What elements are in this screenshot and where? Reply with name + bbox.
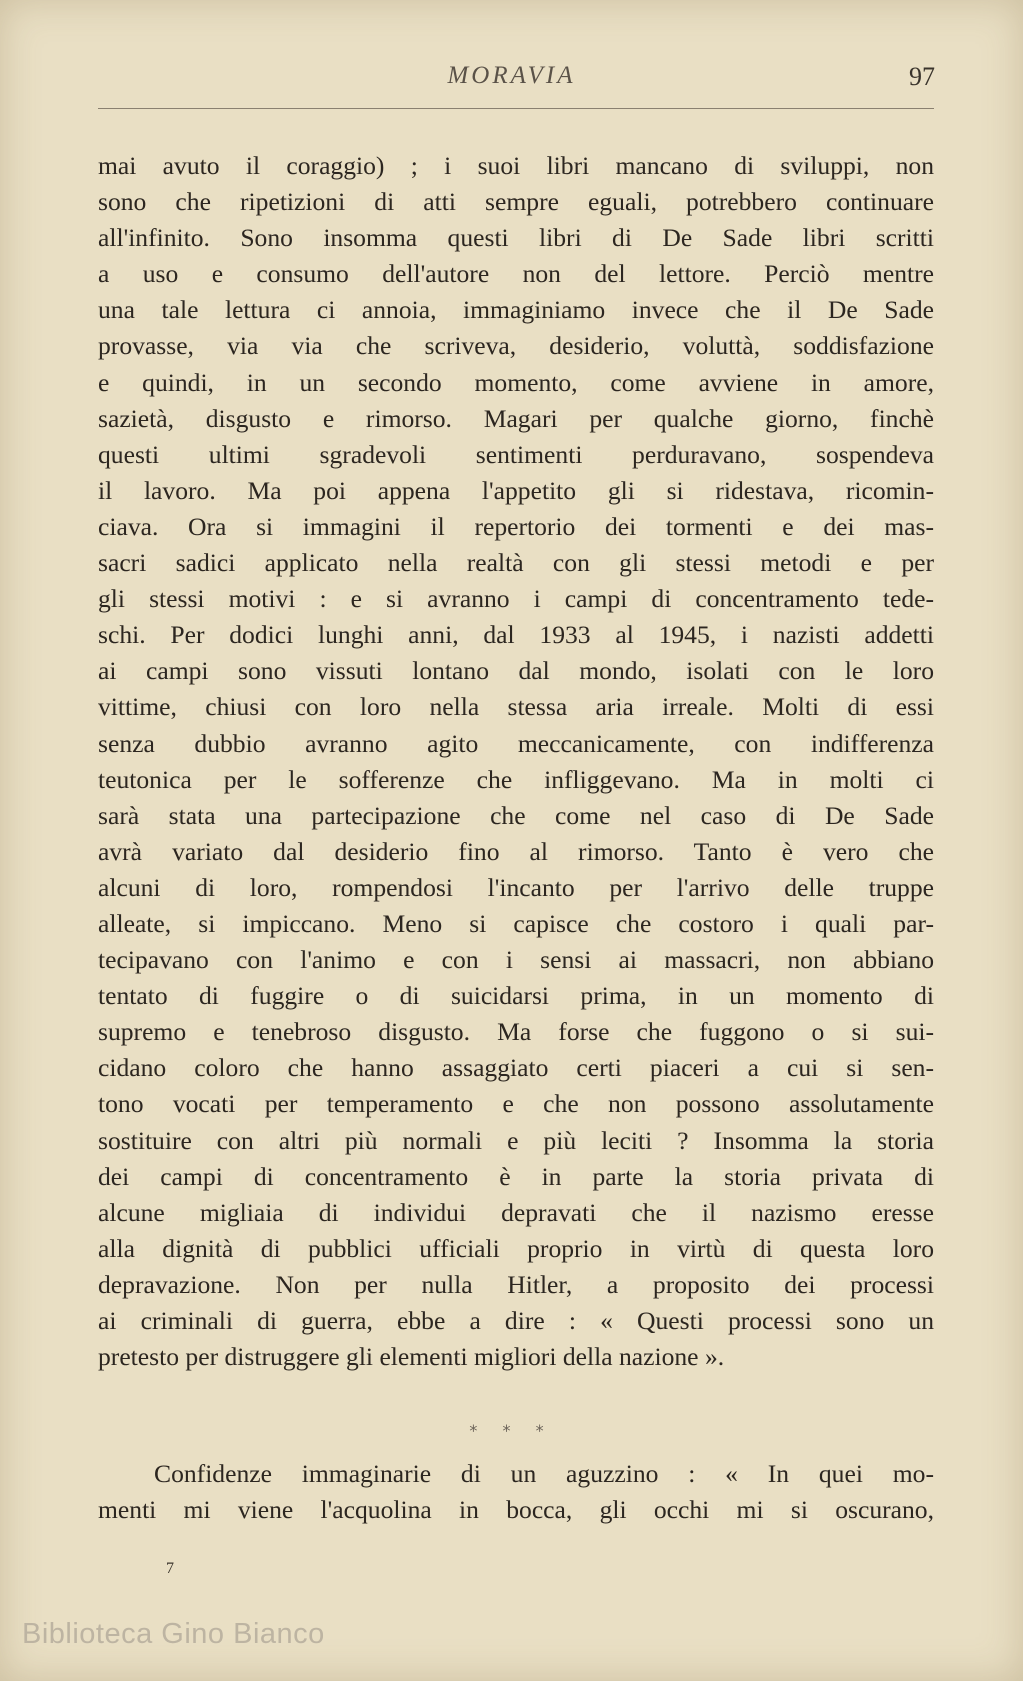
text-line: alleate, si impiccano. Meno si capisce che costoro i quali par- bbox=[98, 908, 934, 938]
library-watermark: Biblioteca Gino Bianco bbox=[22, 1618, 325, 1650]
text-line: mai avuto il coraggio) ; i suoi libri mancano di sviluppi, non bbox=[98, 151, 934, 180]
text-line: pretesto per distruggere gli elementi migliori della nazione ». bbox=[98, 1342, 725, 1372]
text-line: alla dignità di pubblici ufficiali proprio in virtù di questa loro bbox=[98, 1233, 934, 1263]
running-title: MORAVIA bbox=[447, 62, 576, 89]
text-line: senza dubbio avranno agito meccanicamente, con indifferenza bbox=[98, 728, 934, 758]
text-line: depravazione. Non per nulla Hitler, a proposito dei processi bbox=[98, 1269, 934, 1299]
text-line: alcuni di loro, rompendosi l'incanto per l'arrivo delle truppe bbox=[98, 872, 934, 902]
text-line: sacri sadici applicato nella realtà con gli stessi metodi e per bbox=[98, 548, 934, 578]
text-line: sostituire con altri più normali e più leciti ? Insomma la storia bbox=[98, 1125, 934, 1155]
text-line: all'infinito. Sono insomma questi libri di De Sade libri scritti bbox=[98, 223, 934, 253]
text-line: sarà stata una partecipazione che come nel caso di De Sade bbox=[98, 800, 934, 830]
signature-mark: 7 bbox=[166, 1560, 174, 1577]
text-line: menti mi viene l'acquolina in bocca, gli occhi mi si oscurano, bbox=[98, 1495, 934, 1525]
text-line: cidano coloro che hanno assaggiato certi piaceri a cui si sen- bbox=[98, 1053, 934, 1083]
text-line: una tale lettura ci annoia, immaginiamo invece che il De Sade bbox=[98, 295, 934, 325]
text-line: sono che ripetizioni di atti sempre eguali, potrebbero continuare bbox=[98, 187, 934, 217]
text-line: alcune migliaia di individui depravati che il nazismo eresse bbox=[98, 1197, 934, 1227]
text-line: tecipavano con l'animo e con i sensi ai massacri, non abbiano bbox=[98, 945, 934, 975]
text-line: provasse, via via che scriveva, desiderio, voluttà, soddisfazione bbox=[98, 331, 934, 361]
text-line: il lavoro. Ma poi appena l'appetito gli si ridestava, ricomin- bbox=[98, 475, 934, 505]
page-number: 97 bbox=[909, 62, 935, 91]
header-rule bbox=[98, 108, 934, 109]
text-line: tono vocati per temperamento e che non possono assolutamente bbox=[98, 1089, 934, 1119]
text-line: ai criminali di guerra, ebbe a dire : « Questi processi sono un bbox=[98, 1306, 934, 1335]
text-line: e quindi, in un secondo momento, come avviene in amore, bbox=[98, 367, 934, 397]
text-line: sazietà, disgusto e rimorso. Magari per qualche giorno, finchè bbox=[98, 403, 934, 433]
text-line: supremo e tenebroso disgusto. Ma forse che fuggono o si sui- bbox=[98, 1017, 934, 1047]
new-section-text bbox=[98, 1456, 934, 1528]
text-line: teutonica per le sofferenze che infliggevano. Ma in molti ci bbox=[98, 764, 934, 794]
text-line: dei campi di concentramento è in parte la storia privata di bbox=[98, 1161, 934, 1191]
text-line: avrà variato dal desiderio fino al rimorso. Tanto è vero che bbox=[98, 836, 934, 866]
section-break-asterisks: * * * bbox=[469, 1421, 554, 1440]
text-line: ciava. Ora si immagini il repertorio dei tormenti e dei mas- bbox=[98, 511, 934, 541]
text-line: questi ultimi sgradevoli sentimenti perduravano, sospendeva bbox=[98, 439, 934, 469]
text-line: gli stessi motivi : e si avranno i campi di concentramento tede- bbox=[98, 584, 934, 614]
text-line: Confidenze immaginarie di un aguzzino : « In quei mo- bbox=[154, 1459, 934, 1488]
text-line: tentato di fuggire o di suicidarsi prima, in un momento di bbox=[98, 981, 934, 1011]
text-line: ai campi sono vissuti lontano dal mondo, isolati con le loro bbox=[98, 656, 934, 686]
body-text bbox=[98, 148, 934, 1375]
text-line: vittime, chiusi con loro nella stessa aria irreale. Molti di essi bbox=[98, 692, 934, 722]
text-line: schi. Per dodici lunghi anni, dal 1933 al 1945, i nazisti addetti bbox=[98, 620, 934, 650]
running-head bbox=[0, 58, 1023, 98]
text-line: a uso e consumo dell'autore non del lettore. Perciò mentre bbox=[98, 259, 934, 289]
